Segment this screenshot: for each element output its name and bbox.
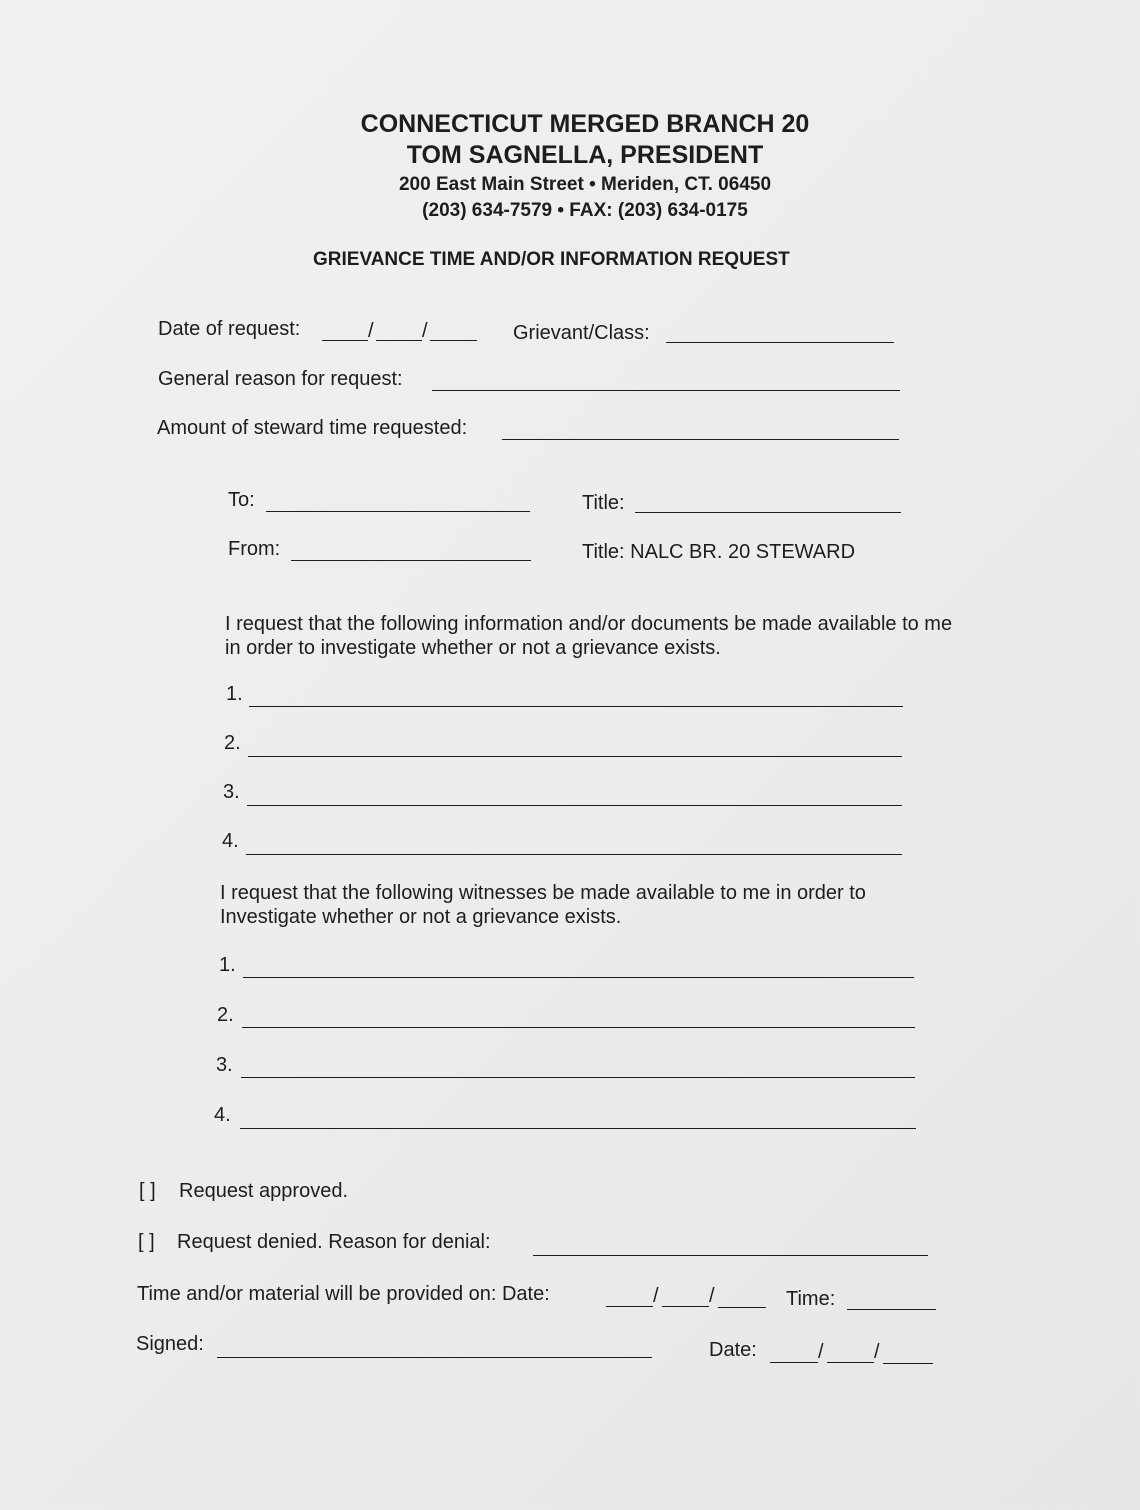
info-item-number: 3. — [223, 781, 240, 803]
info-item-number: 1. — [226, 683, 243, 705]
grievant-class-field[interactable] — [666, 342, 894, 343]
from-field[interactable] — [291, 560, 531, 561]
request-month-field[interactable] — [322, 340, 368, 341]
info-item-field-1[interactable] — [249, 706, 903, 707]
date-slash: / — [818, 1341, 824, 1363]
signed-date-label: Date: — [709, 1339, 757, 1361]
branch-phone: (203) 634-7579 • FAX: (203) 634-0175 — [422, 200, 748, 221]
date-of-request-label: Date of request: — [158, 318, 301, 340]
witness-item-field-3[interactable] — [241, 1077, 915, 1078]
signed-month-field[interactable] — [770, 1362, 818, 1363]
request-approved-label: Request approved. — [179, 1180, 349, 1202]
approved-checkbox[interactable]: [ ] — [139, 1180, 156, 1202]
witness-item-field-2[interactable] — [242, 1027, 915, 1028]
to-field[interactable] — [266, 511, 530, 512]
branch-address: 200 East Main Street • Meriden, CT. 06450 — [398, 174, 772, 195]
steward-time-field[interactable] — [502, 439, 899, 440]
steward-time-label: Amount of steward time requested: — [157, 417, 468, 439]
witness-item-number: 3. — [216, 1054, 233, 1076]
info-item-field-4[interactable] — [246, 854, 902, 855]
to-label: To: — [228, 489, 255, 511]
info-item-field-3[interactable] — [247, 805, 902, 806]
president-name: TOM SAGNELLA, PRESIDENT — [406, 141, 764, 169]
date-slash: / — [653, 1285, 659, 1307]
witness-item-number: 2. — [217, 1004, 234, 1026]
signature-field[interactable] — [217, 1357, 652, 1358]
provided-day-field[interactable] — [662, 1306, 709, 1307]
from-title-label: Title: NALC BR. 20 STEWARD — [582, 541, 856, 563]
request-denied-label: Request denied. Reason for denial: — [177, 1231, 491, 1253]
denied-checkbox[interactable]: [ ] — [138, 1231, 155, 1253]
to-title-field[interactable] — [635, 512, 901, 513]
witness-request-text: I request that the following witnesses be made available to me in order to Investigate whether or not a grievance exists. — [220, 882, 866, 928]
info-item-number: 2. — [224, 732, 241, 754]
witness-item-number: 1. — [219, 954, 236, 976]
information-request-text: I request that the following information and/or documents be made available to me in order to investigate whether or not a grievance exists. — [225, 613, 953, 659]
info-item-number: 4. — [222, 830, 239, 852]
date-slash: / — [874, 1341, 880, 1363]
general-reason-label: General reason for request: — [158, 368, 403, 390]
witness-item-number: 4. — [214, 1104, 231, 1126]
grievant-class-label: Grievant/Class: — [513, 322, 650, 344]
provided-month-field[interactable] — [606, 1306, 653, 1307]
request-year-field[interactable] — [430, 340, 477, 341]
form-title: GRIEVANCE TIME AND/OR INFORMATION REQUEST — [313, 249, 790, 270]
signed-label: Signed: — [136, 1333, 204, 1355]
signed-day-field[interactable] — [827, 1362, 874, 1363]
time-field[interactable] — [847, 1309, 936, 1310]
to-title-label: Title: — [582, 492, 625, 514]
from-label: From: — [228, 538, 281, 560]
date-slash: / — [709, 1285, 715, 1307]
time-label: Time: — [786, 1288, 836, 1310]
date-slash: / — [422, 320, 428, 342]
provided-on-label: Time and/or material will be provided on: Date: — [137, 1283, 550, 1305]
signed-year-field[interactable] — [883, 1363, 933, 1364]
denial-reason-field[interactable] — [533, 1255, 928, 1256]
witness-item-field-4[interactable] — [240, 1128, 916, 1129]
provided-year-field[interactable] — [718, 1307, 766, 1308]
request-day-field[interactable] — [376, 340, 422, 341]
date-slash: / — [368, 320, 374, 342]
branch-name: CONNECTICUT MERGED BRANCH 20 — [360, 110, 810, 138]
info-item-field-2[interactable] — [248, 756, 902, 757]
witness-item-field-1[interactable] — [243, 977, 914, 978]
general-reason-field[interactable] — [432, 390, 900, 391]
